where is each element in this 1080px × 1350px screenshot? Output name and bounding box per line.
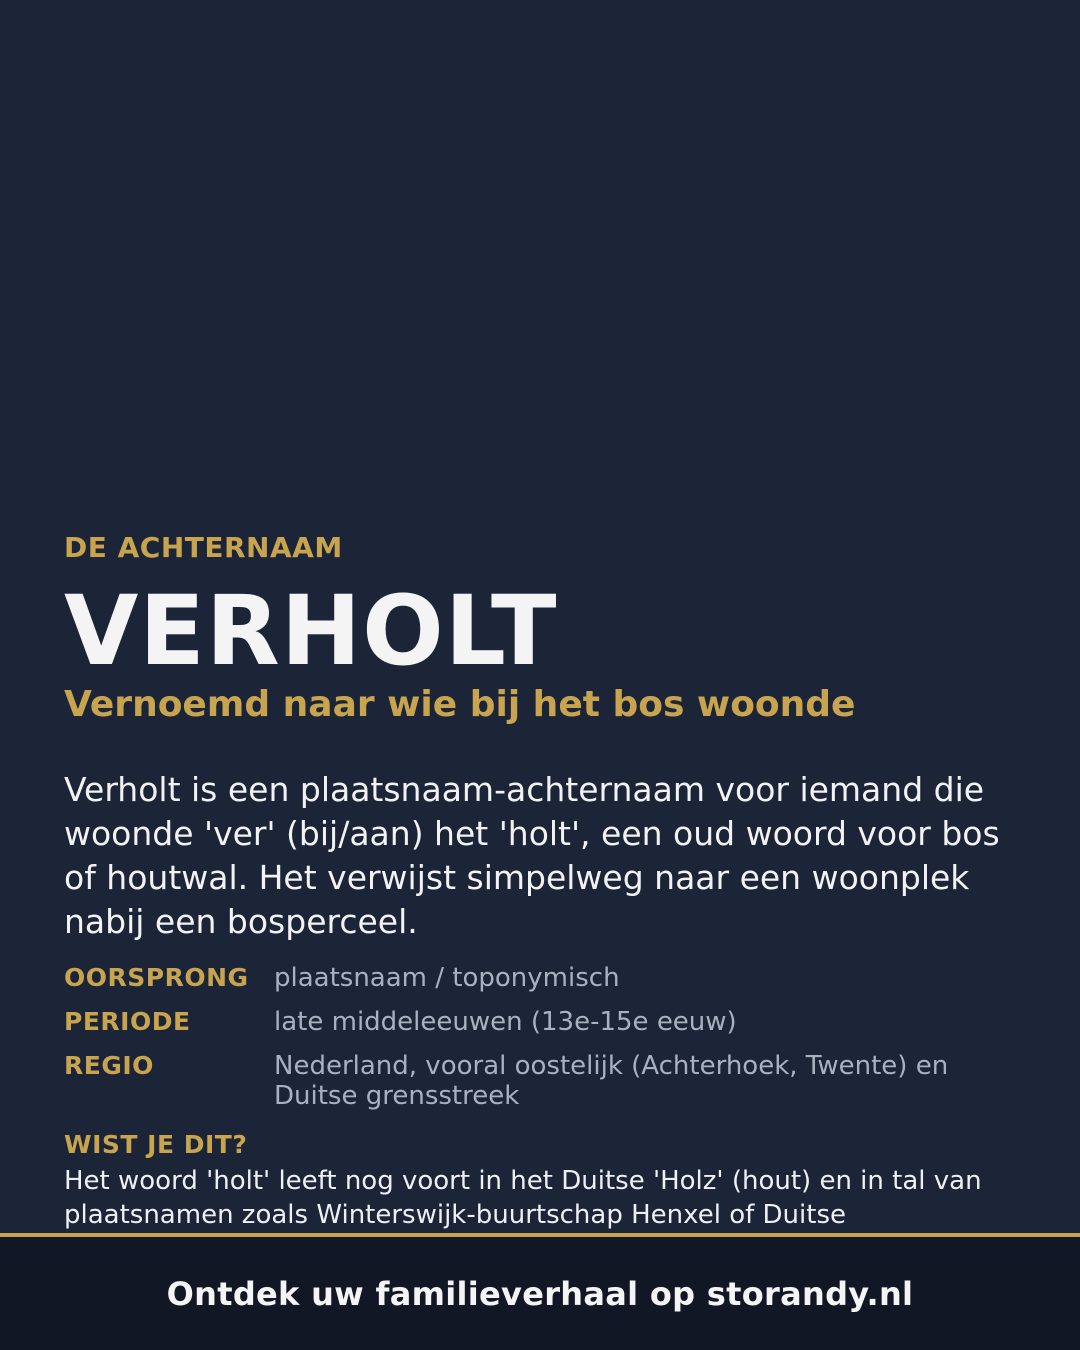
- footer-banner: [0, 1233, 1080, 1350]
- facts-list: [64, 963, 1016, 1125]
- fact-row-origin: [64, 963, 1016, 993]
- fact-value: plaatsnaam / toponymisch: [274, 963, 620, 993]
- eyebrow-label: DE ACHTERNAAM: [64, 531, 343, 564]
- surname-tagline: Vernoemd naar wie bij het bos woonde: [64, 684, 856, 725]
- fact-row-period: [64, 1007, 1016, 1037]
- fact-label: PERIODE: [64, 1007, 191, 1036]
- fact-value: Nederland, vooral oostelijk (Achterhoek, Twente) en Duitse grensstreek: [274, 1051, 949, 1111]
- fact-row-region: [64, 1051, 1016, 1111]
- fact-value: late middeleeuwen (13e-15e eeuw): [274, 1007, 737, 1037]
- footer-cta-link[interactable]: Ontdek uw familieverhaal op storandy.nl: [166, 1274, 914, 1313]
- fact-label: REGIO: [64, 1051, 154, 1080]
- trivia-heading: WIST JE DIT?: [64, 1130, 248, 1159]
- surname-card: [64, 0, 1016, 1233]
- surname-description: Verholt is een plaatsnaam-achternaam voor iemand die woonde 'ver' (bij/aan) het 'holt', een oud woord voor bos of houtwal. Het verwijst simpelweg naar een woonplek nabij een bosperceel.: [64, 770, 1000, 941]
- fact-label: OORSPRONG: [64, 963, 249, 992]
- surname-title: VERHOLT: [64, 575, 558, 687]
- trivia-text: Het woord 'holt' leeft nog voort in het Duitse 'Holz' (hout) en in tal van plaatsnamen zoals Winterswijk-buurtschap Henxel of Duitse: [64, 1166, 982, 1230]
